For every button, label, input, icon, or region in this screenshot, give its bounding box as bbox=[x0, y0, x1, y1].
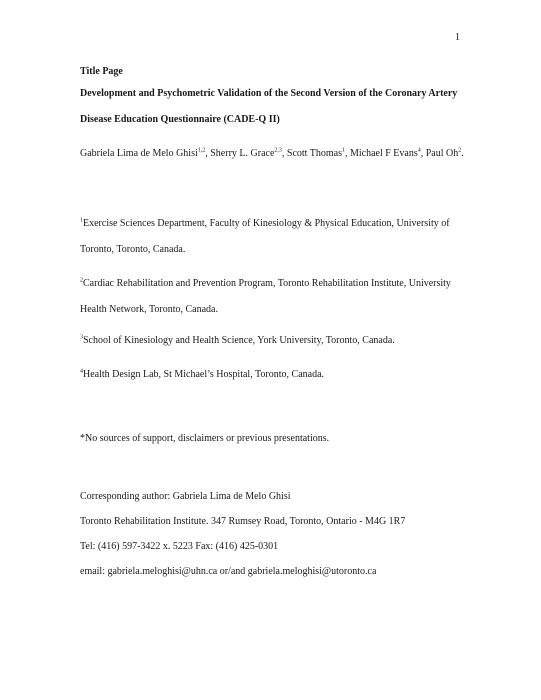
affiliation-3 bbox=[80, 328, 480, 354]
corresponding-address: Toronto Rehabilitation Institute. 347 Rumsey Road, Toronto, Ontario - M4G 1R7 bbox=[80, 516, 406, 527]
affiliation-number: 2 bbox=[80, 277, 83, 284]
support-note: *No sources of support, disclaimers or previous presentations. bbox=[80, 433, 330, 444]
affiliation-1 bbox=[80, 211, 480, 263]
author-name: Scott Thomas bbox=[286, 148, 342, 159]
author-separator: , bbox=[281, 148, 287, 159]
affiliation-text: Health Design Lab, St Michael’s Hospital, Toronto, Canada. bbox=[83, 369, 325, 380]
author-affiliation-marker: 1,2 bbox=[197, 147, 206, 154]
author-name: Michael F Evans bbox=[349, 148, 418, 159]
author-name: Gabriela Lima de Melo Ghisi bbox=[80, 148, 198, 159]
author-list bbox=[80, 141, 480, 167]
affiliation-number: 3 bbox=[80, 334, 83, 341]
author-separator: , bbox=[205, 148, 211, 159]
affiliation-text: Cardiac Rehabilitation and Prevention Program, Toronto Rehabilitation Institute, University Health Network, Toronto, Canada. bbox=[80, 278, 451, 315]
page-number: 1 bbox=[455, 32, 460, 43]
corresponding-author: Corresponding author: Gabriela Lima de Melo Ghisi bbox=[80, 491, 291, 502]
author-affiliation-marker: 2,3 bbox=[274, 147, 282, 154]
affiliation-text: Exercise Sciences Department, Faculty of Kinesiology & Physical Education, University of Toronto, Toronto, Canada. bbox=[80, 218, 450, 255]
affiliation-2 bbox=[80, 271, 480, 323]
corresponding-phone: Tel: (416) 597-3422 x. 5223 Fax: (416) 425-0301 bbox=[80, 541, 279, 552]
affiliation-text: School of Kinesiology and Health Science, York University, Toronto, Canada. bbox=[83, 335, 395, 346]
author-affiliation-marker: 1 bbox=[341, 147, 345, 154]
author-affiliation-marker: 2 bbox=[458, 147, 462, 154]
corresponding-email[interactable]: email: gabriela.meloghisi@uhn.ca or/and gabriela.meloghisi@utoronto.ca bbox=[80, 566, 377, 577]
section-label: Title Page bbox=[80, 66, 123, 77]
author-separator: . bbox=[461, 148, 464, 159]
affiliation-number: 4 bbox=[80, 368, 83, 375]
author-separator: , bbox=[420, 148, 426, 159]
author-name: Sherry L. Grace bbox=[210, 148, 275, 159]
author-name: Paul Oh bbox=[425, 148, 459, 159]
author-affiliation-marker: 4 bbox=[417, 147, 421, 154]
author-separator: , bbox=[344, 148, 350, 159]
affiliation-4 bbox=[80, 362, 480, 388]
affiliation-number: 1 bbox=[80, 217, 83, 224]
paper-title: Development and Psychometric Validation of the Second Version of the Coronary Artery Disease Education Questionnaire (CADE-Q II) bbox=[80, 88, 458, 125]
